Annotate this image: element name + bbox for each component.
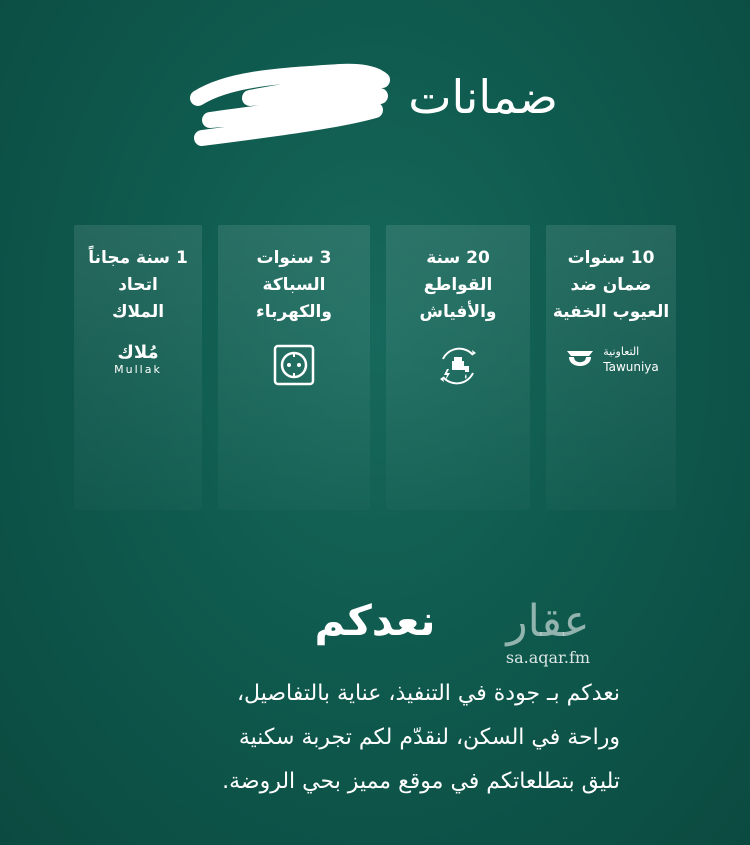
card-line: اتحاد bbox=[118, 275, 158, 295]
warranty-card-switches-sockets bbox=[386, 225, 530, 510]
redaction-scribble bbox=[190, 58, 390, 148]
tawuniya-mark-icon bbox=[563, 343, 597, 377]
card-line: 1 سنة مجاناً bbox=[88, 248, 188, 268]
paragraph-line: وراحة في السكن، لنقدّم لكم تجربة سكنية bbox=[238, 725, 620, 750]
mullak-text-en: Mullak bbox=[114, 363, 162, 376]
warranty-card-plumbing-electricity bbox=[218, 225, 370, 510]
description-paragraph bbox=[100, 672, 620, 804]
card-line: القواطع bbox=[423, 275, 493, 295]
aqar-logo-text: عقار bbox=[506, 596, 590, 647]
paragraph-line: تليق بتطلعاتكم في موقع مميز بحي الروضة. bbox=[222, 769, 620, 794]
mullak-logo bbox=[74, 343, 202, 377]
power-socket-icon bbox=[272, 343, 316, 387]
aqar-url: sa.aqar.fm bbox=[505, 648, 591, 667]
card-line: والأفياش bbox=[419, 302, 497, 322]
headline: نعدكم bbox=[314, 596, 436, 645]
tawuniya-logo bbox=[546, 343, 676, 377]
card-line: السباكة bbox=[262, 275, 326, 295]
warranty-card-hidden-defects bbox=[546, 225, 676, 510]
card-line: 3 سنوات bbox=[256, 248, 332, 268]
paragraph-line: نعدكم بـ جودة في التنفيذ، عناية بالتفاصيل، bbox=[236, 681, 620, 706]
card-line: ضمان ضد bbox=[570, 275, 652, 295]
card-line: 10 سنوات bbox=[567, 248, 655, 268]
card-line: والكهرباء bbox=[256, 302, 332, 322]
mullak-text-ar: مُلاك bbox=[117, 342, 159, 363]
tawuniya-text-en: Tawuniya bbox=[603, 360, 659, 374]
card-line: الملاك bbox=[111, 302, 165, 322]
page-title: ضمانات bbox=[408, 70, 558, 124]
faucet-electric-icon bbox=[435, 343, 481, 389]
card-line: 20 سنة bbox=[426, 248, 490, 268]
warranty-card-owners-association bbox=[74, 225, 202, 510]
aqar-logo bbox=[488, 596, 608, 676]
card-line: العيوب الخفية bbox=[552, 302, 670, 322]
tawuniya-text-ar: التعاونية bbox=[603, 345, 640, 358]
title-block bbox=[190, 58, 570, 148]
